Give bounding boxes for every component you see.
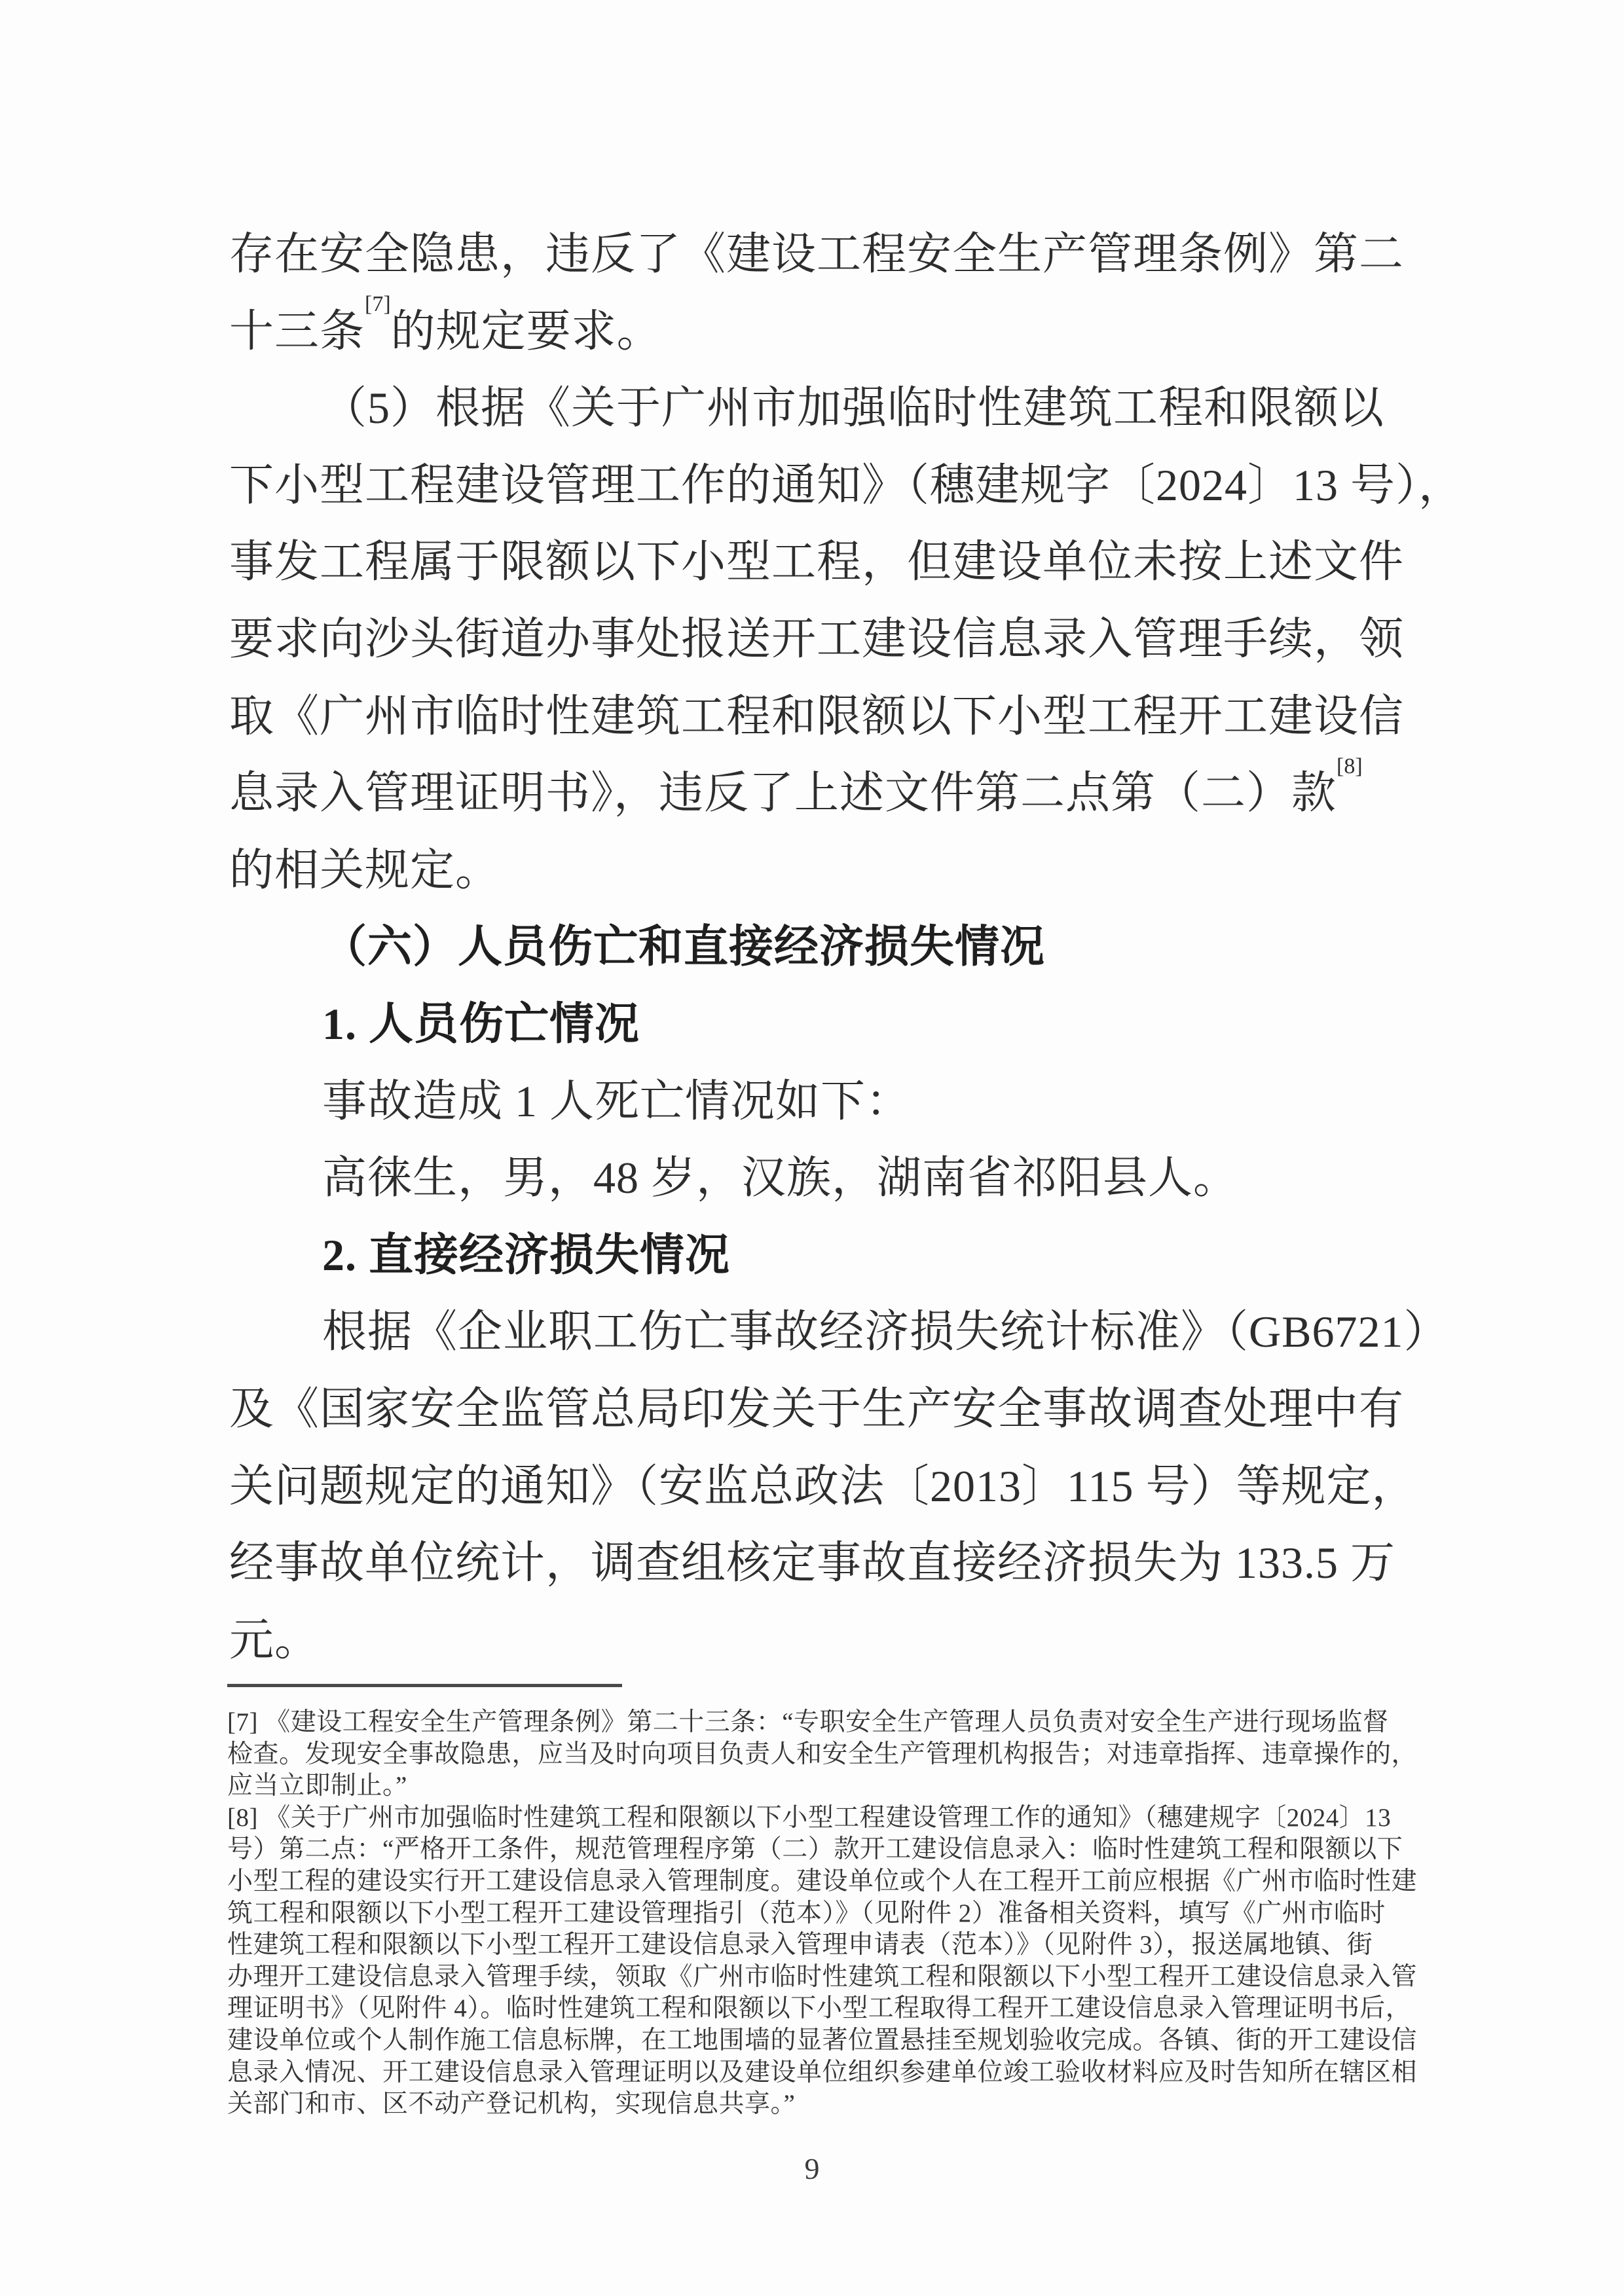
body-line: 事发工程属于限额以下小型工程，但建设单位未按上述文件 [229,537,1405,587]
subheading-economic-loss: 2. 直接经济损失情况 [322,1230,731,1280]
footnote-7-line: 检查。发现安全事故隐患，应当及时向项目负责人和安全生产管理机构报告；对违章指挥、违章操作的， [227,1740,1418,1768]
body-line: 及《国家安全监管总局印发关于生产安全事故调查处理中有 [229,1383,1405,1434]
body-line: 存在安全隐患，违反了《建设工程安全生产管理条例》第二 [229,229,1405,279]
footnotes [227,1707,1416,2121]
body-line-text: 的规定要求。 [390,306,662,356]
body-line: （5）根据《关于广州市加强临时性建筑工程和限额以 [322,383,1385,433]
footnote-8-line: 筑工程和限额以下小型工程开工建设管理指引（范本）》（见附件 2）准备相关资料，填写《广州市临时 [227,1899,1386,1927]
footnote-8-line: 建设单位或个人制作施工信息标牌，在工地围墙的显著位置悬挂至规划验收完成。各镇、街的开工建设信 [227,2026,1418,2054]
footnote-ref-8: [8] [1337,754,1363,778]
section-heading-casualties-and-losses: （六）人员伤亡和直接经济损失情况 [322,922,1046,972]
body-line: 根据《企业职工伤亡事故经济损失统计标准》（GB6721） [322,1307,1449,1357]
body-line: 下小型工程建设管理工作的通知》（穗建规字〔2024〕13 号）， [229,460,1464,510]
body-line [229,755,1408,832]
footnote-7-line: 应当立即制止。” [227,1772,407,1800]
document-body [229,216,1464,1679]
body-line: 事故造成 1 人死亡情况如下： [322,1076,912,1126]
body-line: 高徕生，男，48 岁，汉族，湖南省祁阳县人。 [322,1153,1239,1203]
footnote-separator [227,1684,622,1687]
footnote-8-line: 性建筑工程和限额以下小型工程开工建设信息录入管理申请表（范本）》（见附件 3），报送属地镇、街 [227,1931,1373,1959]
footnote-8-line: 关部门和市、区不动产登记机构，实现信息共享。” [227,2090,796,2119]
footnote-8-line: 息录入情况、开工建设信息录入管理证明以及建设单位组织参建单位竣工验收材料应及时告知所在辖区相 [227,2058,1418,2086]
body-line: 关问题规定的通知》（安监总政法〔2013〕115 号）等规定， [229,1461,1417,1511]
body-line [229,293,1408,371]
footnote-ref-7: [7] [365,291,391,316]
footnote-8-line: 办理开工建设信息录入管理手续，领取《广州市临时性建筑工程和限额以下小型工程开工建设信息录入管 [227,1962,1418,1991]
body-line: 经事故单位统计，调查组核定事故直接经济损失为 133.5 万 [229,1538,1396,1588]
body-line-text: 息录入管理证明书》，违反了上述文件第二点第（二）款 [229,768,1337,818]
body-line-text: 十三条 [229,306,365,356]
footnote-7-line: [7] 《建设工程安全生产管理条例》第二十三条：“专职安全生产管理人员负责对安全生产进行现场监督 [227,1708,1389,1736]
body-line: 要求向沙头街道办事处报送开工建设信息录入管理手续，领 [229,613,1405,664]
footnote-8-line: [8] 《关于广州市加强临时性建筑工程和限额以下小型工程建设管理工作的通知》（穗建规字〔2024〕13 [227,1803,1392,1832]
footnote-8-line: 号）第二点：“严格开工条件，规范管理程序第（二）款开工建设信息录入：临时性建筑工程和限额以下 [227,1835,1403,1864]
body-line: 元。 [229,1614,320,1665]
body-line: 的相关规定。 [229,845,501,895]
page-number: 9 [804,2152,820,2185]
body-line: 取《广州市临时性建筑工程和限额以下小型工程开工建设信 [229,691,1405,741]
subheading-casualty-situation: 1. 人员伤亡情况 [322,998,640,1049]
footnote-8-line: 小型工程的建设实行开工建设信息录入管理制度。建设单位或个人在工程开工前应根据《广州市临时性建 [227,1867,1418,1895]
footnote-8-line: 理证明书》（见附件 4）。临时性建筑工程和限额以下小型工程取得工程开工建设信息录入管理证明书后， [227,1994,1412,2023]
